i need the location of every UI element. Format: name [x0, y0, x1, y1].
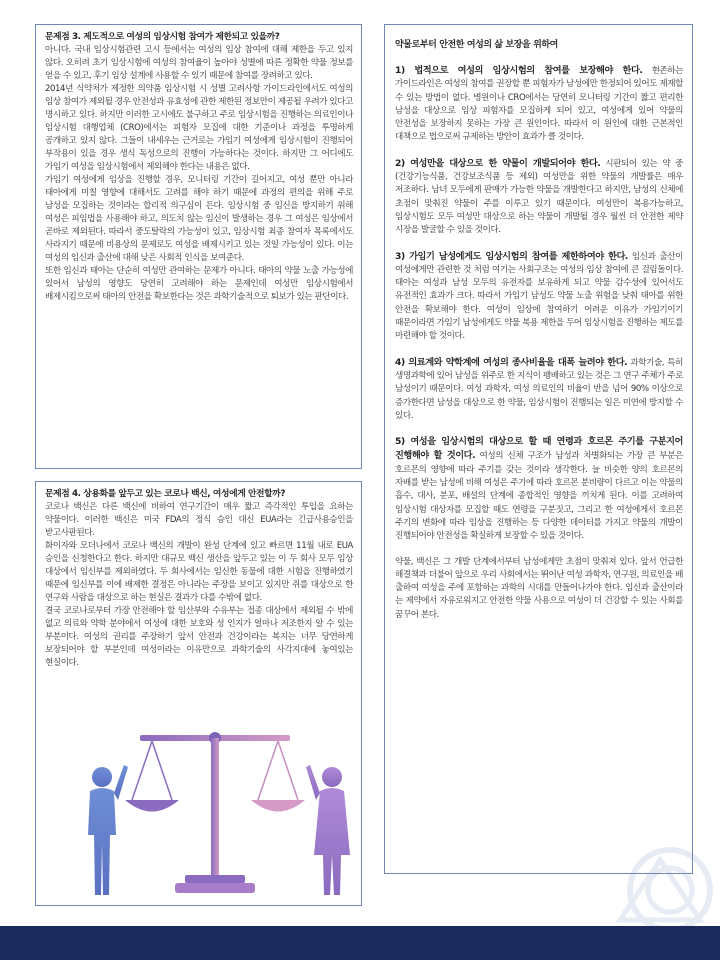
solution-body: 여성의 신체 구조가 남성과 차별화되는 가장 큰 부분은 호르몬의 영향에 따라 주기를 갖는 것이라 생각한다. 늘 비슷한 양의 호르몬의 자배를 받는 남성에 비해 여성은 주기에 따라 호르몬 분비량이 다르고 이는 약물의 흡수, 대사, 분포, 배설의 단계에 종합적인 영향을 끼치게 된다. 이를 고려하여 임상시험 대상자를 모집할 때도 연령을 구분짓고, 그리고 한 여성에게서 호르몬 주기의 변화에 따라 임상을 진행하는 등 다양한 데이터를 가지고 약물의 개발이 진행되어야 안전성을 확실하게 보장할 수 있을 것이다.	[395, 451, 683, 542]
issue3-title: 문제점 3. 제도적으로 여성의 임상시험 참여가 제한되고 있을까?	[45, 32, 280, 42]
solution-body: 임신과 출산이 여성에게만 관련한 것 처럼 여기는 사회구조는 여성의 임상 참여에 큰 걸림돌이다. 태아는 여성과 남성 모두의 유전자를 보유하게 되고 약물 감수성에 있어서도 유전적인 효과가 크다. 따라서 가임기 남성도 약물 노출 위험을 낮춰 태아를 위한 안전을 확보해야 한다. 여성이 임상에 참여하기 어려운 이유가 가임기이기 때문이라면 가임기 남성에게도 약물 복용 제한을 두어 임상시험을 진행하는 제도를 마련해야 할 것이다.	[395, 251, 683, 342]
scale-icon	[125, 732, 305, 893]
issue4-paragraph: 결국 코로나로부터 가장 안전해야 할 임산부와 수유부는 접종 대상에서 제외될 수 밖에 없고 의료와 약학 분야에서 여성에 대한 보호와 성 인지가 얼마나 저조한지 알 수 있는 부분이다. 여성의 권리를 주장하기 앞서 안전과 건강이라는 복지는 너무 당연하게 보장되어야 할 부분인데 여성이라는 이유만으로 과학기술의 사각지대에 놓여있는 현실이다.	[45, 606, 353, 668]
watermark-logo	[600, 840, 720, 926]
solutions-title: 약물로부터 안전한 여성의 삶 보장을 위하여	[395, 40, 558, 50]
solution-heading: 1) 법적으로 여성의 임상시험의 참여를 보장해야 한다.	[395, 65, 643, 76]
issue4-paragraph: 코로나 백신은 다른 백신에 비하여 연구기간이 매우 짧고 즉각적인 투입을 요하는 약물이다. 이러한 백신은 미국 FDA의 정식 승인 대신 EUA라는 긴급사용승인을 받고사판된다.	[45, 502, 353, 538]
solution-heading: 5) 여성을 임상시험의 대상으로 할 때 연령과 호르몬 주기를 구분지어 진행해야 할 것이다.	[395, 436, 683, 462]
issue4-title: 문제점 4. 상용화를 앞두고 있는 코로나 백신, 여성에게 안전할까?	[45, 489, 286, 499]
issue3-paragraph: 또한 임신과 태아는 단순히 여성만 관여하는 문제가 아니다. 태아의 약물 노출 가능성에 있어서 남성의 영향도 당연히 고려해야 하는 문제인데 여성만 임상시험에서 배제시킴으로써 태아의 안전을 확보한다는 것은 과학기술적으로 퇴보가 있는 판단이다.	[45, 266, 353, 302]
solution-section	[395, 435, 683, 543]
solution-section	[395, 64, 683, 145]
solution-heading: 3) 가임기 남성에게도 임상시험의 참여를 제한하여야 한다.	[395, 250, 628, 262]
solution-heading: 2) 여성만을 대상으로 한 약물이 개발되어야 한다.	[395, 157, 601, 169]
person-figure-left	[88, 765, 128, 895]
solution-heading: 4) 의료계와 약학계에 여성의 종사비율을 대폭 늘려야 한다.	[395, 356, 628, 368]
issue3-paragraph: 가임기 여성에게 임상을 진행할 경우, 모니터링 기간이 길어지고, 여성 뿐만 아니라 태아에게 미칠 영향에 대해서도 고려를 해야 하기 때문에 과정의 편의을 위해 주로 남성을 모집하는 것이라는 합리적 의구심이 든다. 임상시험 중 임신을 방지하기 위해 여성은 피임법을 사용해야 하고, 의도치 않는 임신이 발생하는 경우 그 여성은 임상에서 곧바로 제외된다. 따라서 중도탈락의 가능성이 있고, 임상시험 최종 참여자 목록에서도 사라지기 때문에 비용상의 문제로도 여성을 배제시키고 있는 것일 가능성이 있다. 이는 여성의 임신과 출산에 대해 낮은 사회적 인식을 보여준다.	[45, 175, 353, 263]
solution-section	[395, 356, 683, 423]
issue3-box	[35, 24, 362, 469]
solution-body: 시판되어 있는 약 중(건강기능식품, 건강보조식품 등 제외) 여성만을 위한 약물의 개발률은 매우 저조하다. 남녀 모두에게 판매가 가능한 약물을 개발한다고 하지만, 남성의 신체에 초점이 맞춰진 약물이 주를 이루고 있기 때문이다. 여성만이 복용가능하고, 임상시험도 모두 여성만 대상으로 하는 약물이 개발될 경우 월씬 더 안전한 제약 시장을 발굴할 수 있을 것이다.	[395, 158, 683, 236]
solution-body: 과학기술, 특히 생명과학에 있어 남성을 위주로 한 지식이 팽배하고 있는 것은 그 연구 주체가 주로 남성이기 때문이다. 여성 과학자, 여성 의료인의 비율이 반을 넘어 90% 이상으로 증가한다면 남성을 대상으로 한 약물, 임상시험이 진행되는 일은 미연에 방지할 수 있다.	[395, 357, 683, 421]
issue4-paragraph: 화이자와 모더나에서 코로나 백신의 개발이 완성 단계에 있고 빠르면 11월 내로 EUA 승인을 신청한다고 한다. 하지만 대규모 백신 생산을 앞두고 있는 이 두 회사 모두 임상 대상에서 임신부를 제외하였다. 두 회사에서는 임신한 동물에 대한 시험을 진행하였기 때문에 임신부를 이에 배제한 결정은 아니라는 주장을 보이고 있지만 쥐를 대상으로 한 연구와 사람을 대상으로 하는 현실은 결과가 다를 수밖에 없다.	[45, 541, 353, 603]
solutions-box	[384, 24, 693, 874]
solution-body: 현존하는 가이드라인은 여성의 참여를 권장할 뿐 피험자가 남성에만 한정되어 있어도 제재할 수 있는 방법이 없다. 병원이나 CRO에서는 당연히 모니터링 기간이 짧고 편리한 남성을 대상으로 임상 피험자를 모집하게 되어 있고, 여성에게 있어 약물의 안전성을 보장하지 못하는 가장 큰 원인이다. 따라서 이 원인에 대한 근본적인 대책으로 법으로써 규제하는 방안이 효과가 클 것이다.	[395, 66, 683, 143]
solution-section	[395, 250, 683, 344]
issue3-paragraph: 2014년 식약처가 제정한 의약품 임상시험 시 성별 고려사항 가이드라인에서도 여성의 임상 참여가 제외될 경우 안전성과 유효성에 관한 제한된 정보만이 제공될 우려가 있다고 명시하고 있다. 하지만 이러한 고시에도 불구하고 주로 임상시험을 진행하는 의료인이나 임상시험 대행업체 (CRO)에서는 피험자 모집에 대한 기준이나 과정을 투명하게 공개하고 있지 않다. 그들이 내세우는 근거로는 가임기 여성에게 임상시험이 진행되어 부작용이 있을 경우 생식 독성으로의 진행이 가능하다는 것이다. 하지만 그 어디에도 가임기 여성을 임상시험에서 제외해야 한다는 내용은 없다.	[45, 84, 353, 172]
footer-bar	[0, 926, 720, 960]
closing-paragraph: 약물, 백신은 그 개발 단계에서부터 남성에게만 초점이 맞춰져 있다. 앞서 언급한 해결책과 더불어 앞으로 우리 사회에서는 뛰어난 여성 과학자, 연구원, 의료인을 배출하여 여성을 주에 포함하는 과학의 시대를 만들어나가야 한다. 임신과 출산이라는 제약에서 자유로워지고 안전한 약물 사용으로 여성이 더 건강할 수 있는 사회를 꿈꾸어 본다.	[395, 556, 683, 620]
person-figure-right	[306, 765, 350, 895]
issue3-paragraph: 아니다. 국내 임상시험관련 고시 등에서는 여성의 임상 참여에 대해 제한을 두고 있지 않다. 오히려 초기 임상시험에 여성의 참여율이 높아야 성별에 따른 정확한 약물 정보를 얻을 수 있고, 후기 임상 설계에 사용할 수 있기 때문에 참여를 장려하고 있다.	[45, 45, 353, 81]
balance-scale-illustration	[80, 705, 355, 900]
solution-section	[395, 157, 683, 238]
